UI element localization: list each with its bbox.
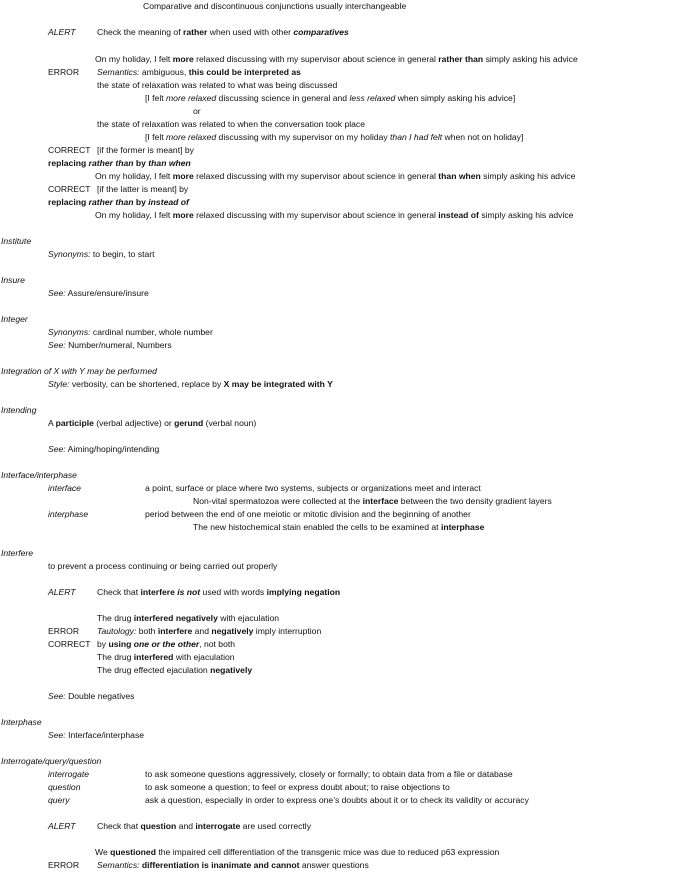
text-line xyxy=(97,639,235,650)
text-line xyxy=(48,145,91,156)
text-segment: [I felt xyxy=(145,132,167,142)
text-segment: Assure/ensure/insure xyxy=(65,288,149,298)
text-line xyxy=(193,106,201,117)
text-line xyxy=(97,821,311,832)
text-segment: discussing science in general and xyxy=(216,93,350,103)
text-segment: and xyxy=(192,626,212,636)
text-segment: by xyxy=(97,639,109,649)
text-segment: more xyxy=(172,210,194,220)
text-line xyxy=(95,54,578,65)
text-segment: Integer xyxy=(1,314,28,324)
text-segment: the state of relaxation was related to what was being discussed xyxy=(97,80,338,90)
text-segment: to ask someone a question; to feel or express doubt about; to raise objections to xyxy=(145,782,450,792)
text-segment: between the two density gradient layers xyxy=(398,496,552,506)
text-segment: rather than xyxy=(88,197,134,207)
text-segment: Check that xyxy=(97,821,141,831)
text-segment: this could be interpreted as xyxy=(188,67,301,77)
text-segment: [I felt xyxy=(145,93,167,103)
text-line xyxy=(48,483,81,494)
text-line xyxy=(95,171,575,182)
text-segment: more relaxed xyxy=(166,93,217,103)
text-segment: than when xyxy=(148,158,191,168)
text-segment: differentiation is inanimate and cannot xyxy=(141,860,300,870)
text-line xyxy=(145,769,513,780)
text-segment: the impaired cell differentiation of the transgenic mice was due to reduced p63 expression xyxy=(155,847,500,857)
text-line xyxy=(48,327,213,338)
text-segment: implying negation xyxy=(266,587,341,597)
text-segment: interfere xyxy=(157,626,193,636)
text-segment: simply asking his advice xyxy=(483,54,578,64)
text-segment: See: xyxy=(48,340,66,350)
text-segment: On my holiday, I felt xyxy=(95,210,173,220)
text-segment: verbosity, can be shortened, replace by xyxy=(69,379,224,389)
text-segment: The drug effected ejaculation xyxy=(97,665,211,675)
text-line xyxy=(1,548,33,559)
text-segment: replacing xyxy=(48,158,89,168)
text-segment: Intending xyxy=(1,405,37,415)
text-segment: Semantics: xyxy=(97,860,140,870)
text-segment: by xyxy=(133,158,149,168)
text-segment: relaxed discussing with my supervisor about science in general xyxy=(193,54,439,64)
text-line xyxy=(145,782,450,793)
text-line xyxy=(48,782,81,793)
text-line xyxy=(48,197,189,208)
text-line xyxy=(97,80,337,91)
text-segment: Integration of X with Y may be performed xyxy=(1,366,157,376)
text-segment: On my holiday, I felt xyxy=(95,54,173,64)
text-segment: with ejaculation xyxy=(217,613,280,623)
text-segment: to begin, to start xyxy=(90,249,155,259)
text-segment: instead of xyxy=(148,197,189,207)
text-segment: Aiming/hoping/intending xyxy=(65,444,160,454)
text-segment: simply asking his advice xyxy=(480,171,576,181)
text-line xyxy=(97,145,194,156)
text-line xyxy=(143,1,406,12)
text-segment: instead of xyxy=(438,210,479,220)
text-segment: ALERT xyxy=(48,821,76,831)
text-segment: negatively xyxy=(210,665,253,675)
text-segment: (verbal adjective) or xyxy=(93,418,175,428)
text-segment: cardinal number, whole number xyxy=(90,327,213,337)
text-segment: the state of relaxation was related to when the conversation took place xyxy=(97,119,366,129)
text-line xyxy=(48,561,277,572)
text-segment: both xyxy=(136,626,158,636)
text-line xyxy=(48,288,149,299)
text-segment: question xyxy=(140,821,177,831)
text-line xyxy=(145,509,471,520)
text-line xyxy=(97,587,340,598)
text-segment: used with words xyxy=(200,587,267,597)
text-segment: Double negatives xyxy=(65,691,135,701)
text-segment: interphase xyxy=(48,509,89,519)
text-segment: or xyxy=(193,106,201,116)
text-segment: , not both xyxy=(199,639,236,649)
text-segment: questioned xyxy=(110,847,156,857)
text-line xyxy=(145,132,523,143)
text-segment: interface xyxy=(362,496,399,506)
text-line xyxy=(48,444,159,455)
text-line xyxy=(97,652,235,663)
text-line xyxy=(95,210,573,221)
text-segment: CORRECT xyxy=(48,184,91,194)
text-segment: ALERT xyxy=(48,27,76,37)
text-segment: to ask someone questions aggressively, closely or formally; to obtain data from a file or database xyxy=(145,769,513,779)
text-segment: Comparative and discontinuous conjunctions usually interchangeable xyxy=(143,1,407,11)
text-segment: gerund xyxy=(174,418,204,428)
text-segment: discussing with my supervisor on my holiday xyxy=(216,132,391,142)
text-segment: more relaxed xyxy=(166,132,217,142)
text-line xyxy=(1,756,101,767)
text-line xyxy=(48,639,91,650)
text-line xyxy=(97,860,369,871)
text-line xyxy=(97,119,365,130)
text-segment: relaxed discussing with my supervisor about science in general xyxy=(193,171,439,181)
text-segment: See: xyxy=(48,444,66,454)
text-segment: interface xyxy=(48,483,81,493)
text-line xyxy=(48,418,256,429)
text-segment: Semantics: xyxy=(97,67,140,77)
text-segment: ERROR xyxy=(48,67,80,77)
text-segment: Non-vital spermatozoa were collected at the xyxy=(193,496,363,506)
text-segment: less relaxed xyxy=(349,93,396,103)
text-segment: Number/numeral, Numbers xyxy=(65,340,172,350)
text-segment: simply asking his advice xyxy=(478,210,574,220)
text-segment: The drug xyxy=(97,652,134,662)
text-segment: ERROR xyxy=(48,626,80,636)
text-segment: A xyxy=(48,418,56,428)
text-segment: negatively xyxy=(211,626,254,636)
text-segment: interrogate xyxy=(195,821,241,831)
text-segment: Check that xyxy=(97,587,141,597)
text-segment: interfere xyxy=(140,587,175,597)
text-segment: ambiguous, xyxy=(139,67,189,77)
text-segment: one or the other xyxy=(133,639,200,649)
text-segment: The drug xyxy=(97,613,134,623)
text-segment: query xyxy=(48,795,70,805)
text-segment: when simply asking his advice] xyxy=(395,93,516,103)
text-segment: and xyxy=(176,821,196,831)
text-segment: relaxed discussing with my supervisor about science in general xyxy=(193,210,439,220)
text-segment: rather than xyxy=(88,158,134,168)
text-line xyxy=(1,366,157,377)
text-line xyxy=(48,249,155,260)
text-line xyxy=(48,821,76,832)
text-segment: than I had felt xyxy=(390,132,443,142)
text-segment: See: xyxy=(48,730,66,740)
text-segment: Style: xyxy=(48,379,70,389)
text-segment: Tautology: xyxy=(97,626,137,636)
text-segment: (verbal noun) xyxy=(203,418,257,428)
text-line xyxy=(48,340,172,351)
text-segment: X may be integrated with Y xyxy=(223,379,333,389)
text-segment: We xyxy=(95,847,111,857)
text-line xyxy=(193,522,484,533)
text-line xyxy=(48,67,79,78)
text-line xyxy=(145,93,515,104)
text-segment: Interfere xyxy=(1,548,34,558)
text-segment: when not on holiday] xyxy=(442,132,524,142)
text-segment: more xyxy=(172,171,194,181)
text-segment: participle xyxy=(55,418,94,428)
text-segment: when used with other xyxy=(207,27,294,37)
text-segment: question xyxy=(48,782,81,792)
text-line xyxy=(1,314,28,325)
text-segment: ask a question, especially in order to express one’s doubts about it or to check its validity or accuracy xyxy=(145,795,529,805)
text-line xyxy=(145,483,481,494)
text-segment: Interface/interphase xyxy=(1,470,77,480)
text-line xyxy=(48,730,144,741)
text-segment: ERROR xyxy=(48,860,80,870)
text-line xyxy=(95,847,499,858)
text-segment: period between the end of one meiotic or mitotic division and the beginning of another xyxy=(145,509,471,519)
text-line xyxy=(48,860,79,871)
text-segment: interrogate xyxy=(48,769,90,779)
text-segment: Check the meaning of xyxy=(97,27,183,37)
text-segment: rather xyxy=(183,27,208,37)
text-line xyxy=(48,379,333,390)
text-segment: rather than xyxy=(438,54,484,64)
text-segment: more xyxy=(172,54,194,64)
text-line xyxy=(145,795,529,806)
text-line xyxy=(48,184,91,195)
text-line xyxy=(97,184,188,195)
text-segment: answer questions xyxy=(299,860,369,870)
text-segment: comparatives xyxy=(293,27,349,37)
text-segment: CORRECT xyxy=(48,145,91,155)
text-segment: using xyxy=(108,639,134,649)
text-segment: with ejaculation xyxy=(173,652,235,662)
text-segment: Institute xyxy=(1,236,32,246)
text-segment: replacing xyxy=(48,197,89,207)
text-line xyxy=(48,691,134,702)
text-segment: Interrogate/query/question xyxy=(1,756,102,766)
text-segment: See: xyxy=(48,288,66,298)
text-line xyxy=(193,496,552,507)
text-line xyxy=(1,470,77,481)
text-segment: interfered xyxy=(133,652,174,662)
text-line xyxy=(97,613,279,624)
text-segment: imply interruption xyxy=(253,626,322,636)
text-line xyxy=(48,158,191,169)
text-segment: [if the former is meant] by xyxy=(97,145,194,155)
text-line xyxy=(1,236,31,247)
text-line xyxy=(48,27,76,38)
text-segment: [if the latter is meant] by xyxy=(97,184,189,194)
text-line xyxy=(1,405,36,416)
text-segment: Synonyms: xyxy=(48,327,91,337)
text-line xyxy=(48,587,76,598)
text-segment: Insure xyxy=(1,275,25,285)
text-segment: Interface/interphase xyxy=(65,730,145,740)
text-segment: is not xyxy=(177,587,201,597)
text-segment: See: xyxy=(48,691,66,701)
text-segment: CORRECT xyxy=(48,639,91,649)
text-segment: a point, surface or place where two systems, subjects or organizations meet and interact xyxy=(145,483,481,493)
text-line xyxy=(97,626,321,637)
text-line xyxy=(48,626,79,637)
text-segment: to prevent a process continuing or being carried out properly xyxy=(48,561,278,571)
text-segment: by xyxy=(133,197,149,207)
text-segment: interphase xyxy=(440,522,485,532)
text-line xyxy=(1,275,25,286)
text-line xyxy=(97,67,301,78)
text-line xyxy=(48,509,88,520)
text-line xyxy=(1,717,42,728)
text-line xyxy=(48,769,89,780)
text-segment: Synonyms: xyxy=(48,249,91,259)
text-segment: are used correctly xyxy=(240,821,311,831)
text-line xyxy=(97,665,252,676)
text-line xyxy=(48,795,70,806)
text-segment: ALERT xyxy=(48,587,76,597)
text-segment: On my holiday, I felt xyxy=(95,171,173,181)
text-segment: than when xyxy=(438,171,481,181)
text-segment: Interphase xyxy=(1,717,42,727)
text-segment: interfered negatively xyxy=(133,613,218,623)
text-line xyxy=(97,27,349,38)
text-segment: The new histochemical stain enabled the cells to be examined at xyxy=(193,522,441,532)
